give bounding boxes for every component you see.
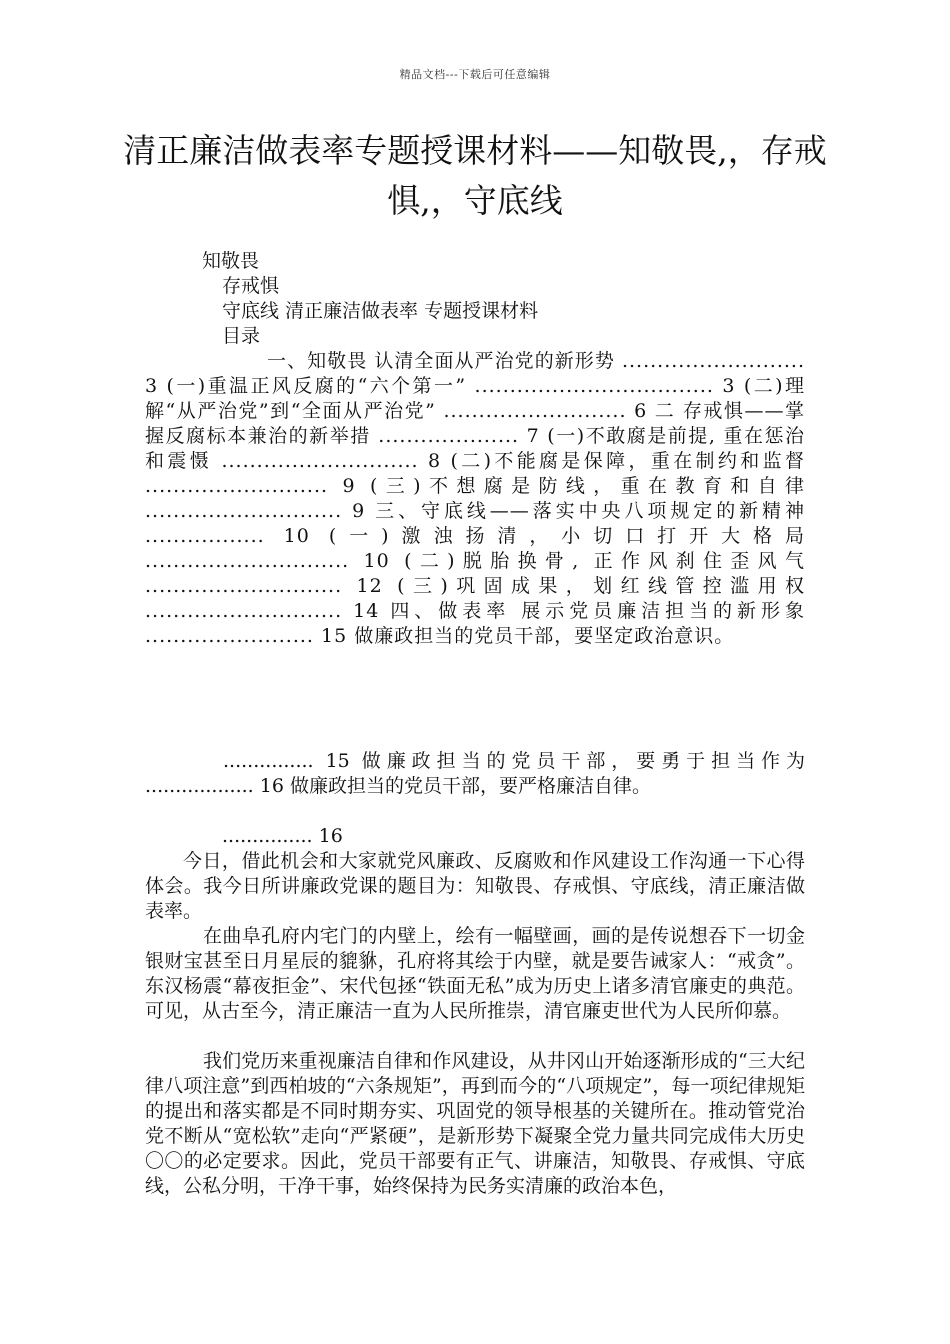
toc-heading: 目录 xyxy=(222,325,261,347)
toc-block-last: ............... 16 xyxy=(222,825,343,847)
meta-line-shou-di-xian: 守底线 清正廉洁做表率 专题授课材料 xyxy=(222,300,539,322)
document-title: 清正廉洁做表率专题授课材料——知敬畏,，存戒惧,，守底线 xyxy=(123,131,827,220)
page-header-note: 精品文档---下载后可任意编辑 xyxy=(399,68,551,81)
paragraph-intro: 今日，借此机会和大家就党风廉政、反腐败和作风建设工作沟通一下心得体会。我今日所讲廉政党课的题目为：知敬畏、存戒惧、守底线，清正廉洁做表率。 xyxy=(145,850,805,922)
meta-line-cun-jie-ju: 存戒惧 xyxy=(222,275,280,297)
toc-block-main: 一、知敬畏 认清全面从严治党的新形势 .......................... 3 (一)重温正风反腐的“六个第一” .................................. 3 (二)理解“从严治党”到“全面从严治党” .......................... 6 二 存戒惧——掌握反腐标本兼治的新举措 .................... 7 (一)不敢腐是前提, 重在惩治和震慑 ............................ 8 (二)不能腐是保障，重在制约和监督 .......................... 9 (三)不想腐是防线，重在教育和自律 ............................ 9 三、守底线——落实中央八项规定的新精神 ................. 10 (一)激浊扬清，小切口打开大格局 ............................. 10 (二)脱胎换骨, 正作风刹住歪风气 ............................ 12 (三)巩固成果，划红线管控滥用权 ............................ 14 四、做表率 展示党员廉洁担当的新形象 ........................ 15 做廉政担当的党员干部，要坚定政治意识。 xyxy=(145,350,805,647)
toc-block-second: ............... 15 做廉政担当的党员干部，要勇于担当作为 .................. 16 做廉政担当的党员干部，要严格廉洁自律。 xyxy=(145,750,805,797)
meta-line-zhi-jing-wei: 知敬畏 xyxy=(202,250,260,272)
paragraph-history: 在曲阜孔府内宅门的内壁上，绘有一幅壁画，画的是传说想吞下一切金银财宝甚至日月星辰的貔貅，孔府将其绘于内壁，就是要告诫家人：“戒贪”。东汉杨震“幕夜拒金”、宋代包拯“铁面无私”成为历史上诸多清官廉吏的典范。可见，从古至今，清正廉洁一直为人民所推崇，清官廉吏世代为人民所仰慕。 xyxy=(145,925,805,1022)
paragraph-party-discipline: 我们党历来重视廉洁自律和作风建设，从井冈山开始逐渐形成的“三大纪律八项注意”到西柏坡的“六条规矩”，再到而今的“八项规定”，每一项纪律规矩的提出和落实都是不同时期夯实、巩固党的领导根基的关键所在。推动管党治党不断从“宽松软”走向“严紧硬”，是新形势下凝聚全党力量共同完成伟大历史〇〇的必定要求。因此，党员干部要有正气、讲廉洁，知敬畏、存戒惧、守底线，公私分明，干净干事，始终保持为民务实清廉的政治本色， xyxy=(145,1050,805,1197)
